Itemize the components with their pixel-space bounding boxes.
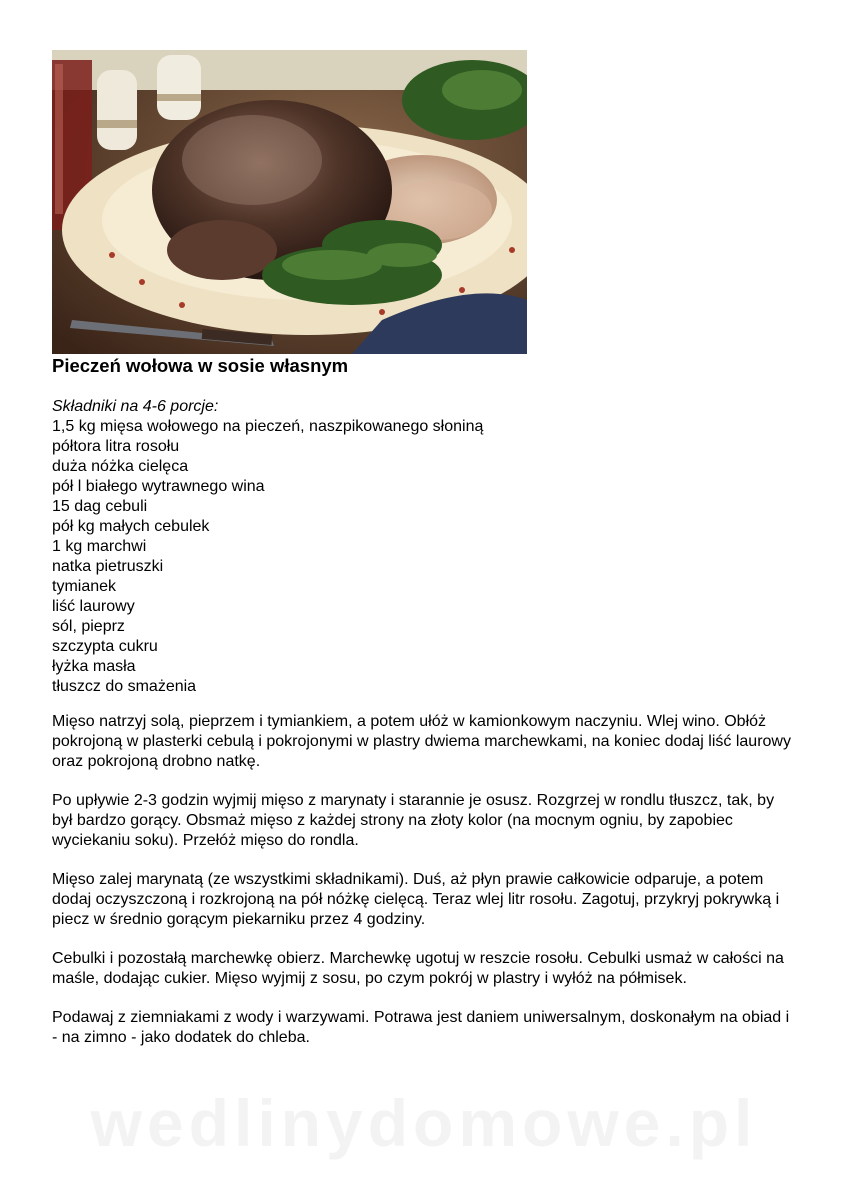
step-paragraph: Po upływie 2-3 godzin wyjmij mięso z marynaty i starannie je osusz. Rozgrzej w rondlu tłuszcz, tak, by był bardzo gorący. Obsmaż mięso z każdej strony na złoty kolor (na mocnym ogniu, by zapobiec wyciekaniu soku). Przełóż mięso do rondla. bbox=[52, 792, 775, 849]
step-paragraph: Cebulki i pozostałą marchewkę obierz. Marchewkę ugotuj w reszcie rosołu. Cebulki usmaż w całości na maśle, dodając cukier. Mięso wyjmij z sosu, po czym pokrój w plastry i wyłóż na półmisek. bbox=[52, 950, 784, 987]
ingredient-item: natka pietruszki bbox=[52, 558, 164, 575]
ingredient-item: tłuszcz do smażenia bbox=[52, 678, 197, 695]
watermark: wedlinydomowe.pl bbox=[90, 1086, 758, 1160]
ingredient-item: półtora litra rosołu bbox=[52, 438, 180, 455]
step-paragraph: Mięso natrzyj solą, pieprzem i tymiankiem, a potem ułóż w kamionkowym naczyniu. Wlej wino. Obłóż pokrojoną w plasterki cebulą i pokrojonymi w plastry dwiema marchewkami, na koniec dodaj liść laurowy oraz pokrojoną drobno natkę. bbox=[52, 713, 791, 770]
ingredient-item: 15 dag cebuli bbox=[52, 498, 148, 515]
ingredient-item: 1,5 kg mięsa wołowego na pieczeń, naszpikowanego słoniną bbox=[52, 418, 484, 435]
ingredient-item: szczypta cukru bbox=[52, 638, 158, 655]
ingredients-section bbox=[52, 397, 483, 697]
step-paragraph: Podawaj z ziemniakami z wody i warzywami. Potrawa jest daniem uniwersalnym, doskonałym na obiad i - na zimno - jako dodatek do chleba. bbox=[52, 1009, 790, 1046]
ingredient-item: łyżka masła bbox=[52, 658, 136, 675]
ingredients-list bbox=[52, 417, 483, 697]
ingredient-item: sól, pieprz bbox=[52, 618, 125, 635]
ingredient-item: tymianek bbox=[52, 578, 117, 595]
ingredient-item: pół l białego wytrawnego wina bbox=[52, 478, 265, 495]
ingredients-heading: Składniki na 4-6 porcje: bbox=[52, 398, 219, 415]
step-paragraph: Mięso zalej marynatą (ze wszystkimi składnikami). Duś, aż płyn prawie całkowicie odparuje, a potem dodaj oczyszczoną i rozkrojoną na pół nóżkę cielęcą. Teraz wlej litr rosołu. Zagotuj, przykryj pokrywką i piecz w średnio gorącym piekarniku przez 4 godziny. bbox=[52, 871, 780, 928]
ingredient-item: pół kg małych cebulek bbox=[52, 518, 210, 535]
ingredient-item: 1 kg marchwi bbox=[52, 538, 147, 555]
recipe-title: Pieczeń wołowa w sosie własnym bbox=[52, 355, 349, 376]
ingredient-item: duża nóżka cielęca bbox=[52, 458, 189, 475]
roast-beef-photo bbox=[52, 50, 527, 354]
ingredient-item: liść laurowy bbox=[52, 598, 135, 615]
preparation-steps bbox=[52, 712, 792, 1067]
